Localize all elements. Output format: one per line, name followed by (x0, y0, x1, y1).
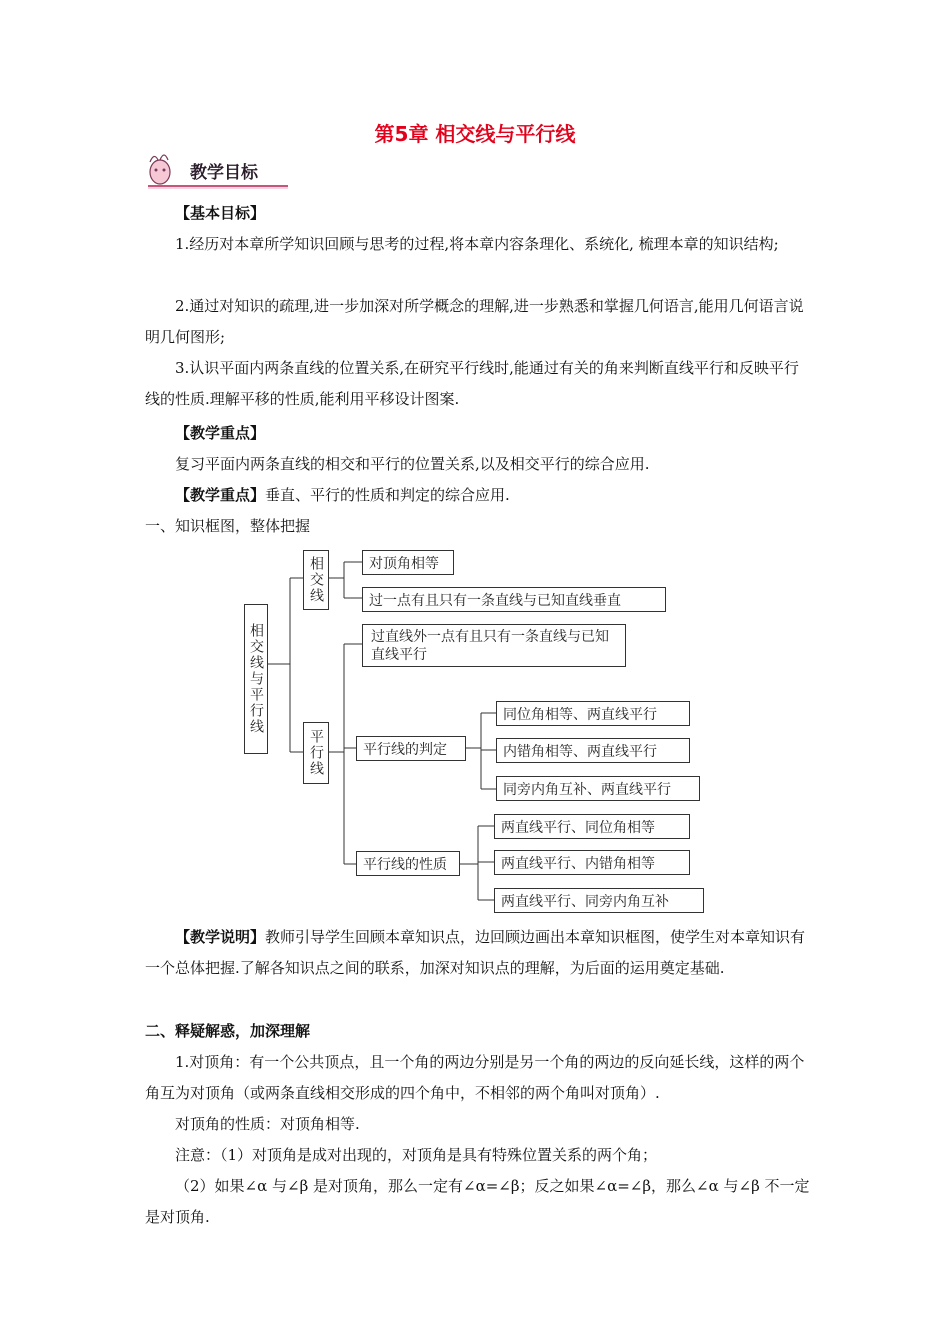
focus-text: 复习平面内两条直线的相交和平行的位置关系,以及相交平行的综合应用. (175, 455, 650, 473)
diagram-root-box: 相交线与平行线 (244, 604, 268, 754)
focus2-text: 垂直、平行的性质和判定的综合应用. (265, 486, 510, 504)
note-1: 注意：（1）对顶角是成对出现的，对顶角是具有特殊位置关系的两个角； (175, 1146, 658, 1164)
explanation-heading: 【教学说明】 (175, 928, 266, 946)
diagram-judge-item-3: 同旁内角互补、两直线平行 (496, 776, 700, 801)
diagram-property-item-2: 两直线平行、内错角相等 (494, 850, 690, 875)
diagram-parallel-axiom: 过直线外一点有且只有一条直线与已知直线平行 (362, 624, 626, 667)
diagram-intersect-box: 相交线 (303, 550, 329, 610)
diagram-judge-item-2: 内错角相等、两直线平行 (496, 738, 690, 763)
objective-1: 1.经历对本章所学知识回顾与思考的过程,将本章内容条理化、系统化, 梳理本章的知识结构; (175, 235, 779, 253)
focus2-heading: 【教学重点】 (175, 486, 266, 504)
vertical-angle-definition: 1.对顶角：有一个公共顶点，且一个角的两边分别是另一个角的两边的反向延长线，这样的两个角互为对顶角（或两条直线相交形成的四个角中，不相邻的两个角叫对顶角）. (145, 1053, 805, 1102)
objective-2: 2.通过对知识的疏理,进一步加深对所学概念的理解,进一步熟悉和掌握几何语言,能用几何语言说明几何图形; (145, 297, 804, 346)
banner-label: 教学目标 (190, 163, 258, 183)
section2-title: 二、释疑解惑，加深理解 (145, 1022, 311, 1040)
objective-3: 3.认识平面内两条直线的位置关系,在研究平行线时,能通过有关的角来判断直线平行和反映平行线的性质.理解平移的性质,能利用平移设计图案. (145, 359, 799, 408)
explanation-paragraph (145, 922, 810, 984)
diagram-property-item-3: 两直线平行、同旁内角互补 (494, 888, 704, 913)
diagram-intersect-item-2: 过一点有且只有一条直线与已知直线垂直 (362, 587, 666, 612)
diagram-property-item-1: 两直线平行、同位角相等 (494, 814, 690, 839)
section1-title: 一、知识框图，整体把握 (145, 517, 311, 535)
diagram-judge-item-1: 同位角相等、两直线平行 (496, 701, 690, 726)
note-2: （2）如果∠α 与∠β 是对顶角，那么一定有∠α=∠β；反之如果∠α=∠β，那么∠α 与∠β 不一定是对顶角. (145, 1177, 810, 1226)
focus-heading: 【教学重点】 (175, 424, 266, 442)
diagram-property-box: 平行线的性质 (356, 851, 460, 876)
vertical-angle-property: 对顶角的性质：对顶角相等. (175, 1115, 360, 1133)
basic-goals-heading: 【基本目标】 (175, 204, 266, 222)
diagram-parallel-box: 平行线 (303, 722, 329, 784)
explanation-text: 教师引导学生回顾本章知识点，边回顾边画出本章知识框图，使学生对本章知识有一个总体把握.了解各知识点之间的联系，加深对知识点的理解，为后面的运用奠定基础. (145, 928, 806, 977)
diagram-judge-box: 平行线的判定 (356, 736, 466, 761)
diagram-intersect-item-1: 对顶角相等 (362, 550, 454, 575)
chapter-title: 第5章 相交线与平行线 (374, 122, 576, 146)
